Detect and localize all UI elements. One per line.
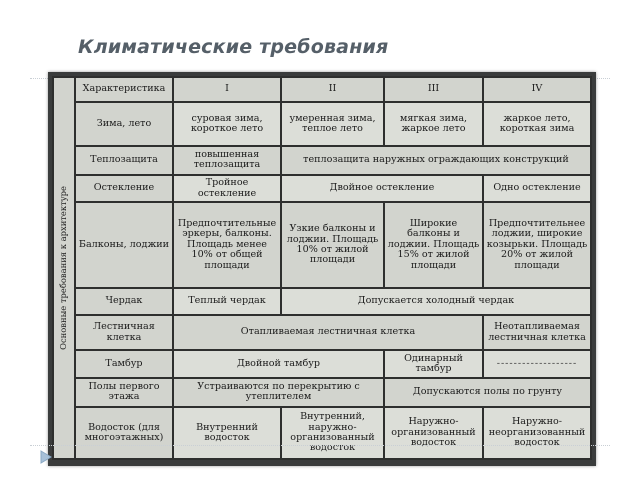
cell-vestibule-1-2: Двойной тамбур: [173, 350, 384, 377]
cell-stairwell-1-3: Отапливаемая лестничная клетка: [173, 315, 483, 350]
cell-stairwell-4: Неотапливаемая лестничная клетка: [483, 315, 591, 350]
header-zone-3: III: [384, 77, 483, 102]
side-label-cell: [53, 77, 75, 459]
cell-balconies-1: Предпочтительные эркеры, балконы. Площадь менее 10% от общей площади: [173, 202, 281, 288]
cell-attic-1: Теплый чердак: [173, 288, 281, 315]
header-zone-2: II: [281, 77, 384, 102]
table-photo-inner: [52, 76, 590, 460]
row-label-drainage: Водосток (для многоэтажных): [75, 407, 173, 459]
cell-drainage-2: Внутренний, наружно-организованный водосток: [281, 407, 384, 459]
cell-balconies-4: Предпочтительнее лоджии, широкие козырьки. Площадь 20% от жилой площади: [483, 202, 591, 288]
cell-drainage-4: Наружно-неорганизованный водосток: [483, 407, 591, 459]
row-label-attic: Чердак: [75, 288, 173, 315]
cell-drainage-3: Наружно-организованный водосток: [384, 407, 483, 459]
cell-drainage-1: Внутренний водосток: [173, 407, 281, 459]
bottom-divider: [30, 445, 610, 446]
cell-vestibule-4: -------------------: [483, 350, 591, 377]
slide-title: Климатические требования: [78, 36, 389, 58]
cell-glazing-2-3: Двойное остекление: [281, 175, 483, 202]
table-row-attic: [53, 288, 591, 315]
table-row-balconies: [53, 202, 591, 288]
cell-winter-summer-1: суровая зима, короткое лето: [173, 102, 281, 146]
cell-ground-floor-1-2: Устраиваются по перекрытию с утеплителем: [173, 378, 384, 407]
cell-attic-2-4: Допускается холодный чердак: [281, 288, 591, 315]
cell-winter-summer-2: умеренная зима, теплое лето: [281, 102, 384, 146]
table-row-drainage: [53, 407, 591, 459]
cell-glazing-4: Одно остекление: [483, 175, 591, 202]
row-label-balconies: Балконы, лоджии: [75, 202, 173, 288]
table-photo: [48, 72, 596, 466]
cell-vestibule-3: Одинарный тамбур: [384, 350, 483, 377]
header-zone-4: IV: [483, 77, 591, 102]
row-label-ground-floor: Полы первого этажа: [75, 378, 173, 407]
row-label-winter-summer: Зима, лето: [75, 102, 173, 146]
cell-winter-summer-3: мягкая зима, жаркое лето: [384, 102, 483, 146]
header-characteristic: Характеристика: [75, 77, 173, 102]
table-row-ground-floor: [53, 378, 591, 407]
cell-insulation-2-4: теплозащита наружных ограждающих конструкций: [281, 146, 591, 175]
cell-ground-floor-3-4: Допускаются полы по грунту: [384, 378, 591, 407]
table-row-vestibule: [53, 350, 591, 377]
table-row-insulation: [53, 146, 591, 175]
cell-balconies-3: Широкие балконы и лоджии. Площадь 15% от жилой площади: [384, 202, 483, 288]
row-label-vestibule: Тамбур: [75, 350, 173, 377]
side-label: Основные требования к архитектуре: [58, 186, 69, 350]
header-zone-1: I: [173, 77, 281, 102]
row-label-stairwell: Лестничная клетка: [75, 315, 173, 350]
row-label-glazing: Остекление: [75, 175, 173, 202]
cell-balconies-2: Узкие балконы и лоджии. Площадь 10% от жилой площади: [281, 202, 384, 288]
cell-glazing-1: Тройное остекление: [173, 175, 281, 202]
row-label-insulation: Теплозащита: [75, 146, 173, 175]
cell-winter-summer-4: жаркое лето, короткая зима: [483, 102, 591, 146]
table-row-header: [53, 77, 591, 102]
climate-requirements-table: [52, 76, 592, 460]
table-row-stairwell: [53, 315, 591, 350]
table-row-glazing: [53, 175, 591, 202]
table-row-winter-summer: [53, 102, 591, 146]
cell-insulation-1: повышенная теплозащита: [173, 146, 281, 175]
